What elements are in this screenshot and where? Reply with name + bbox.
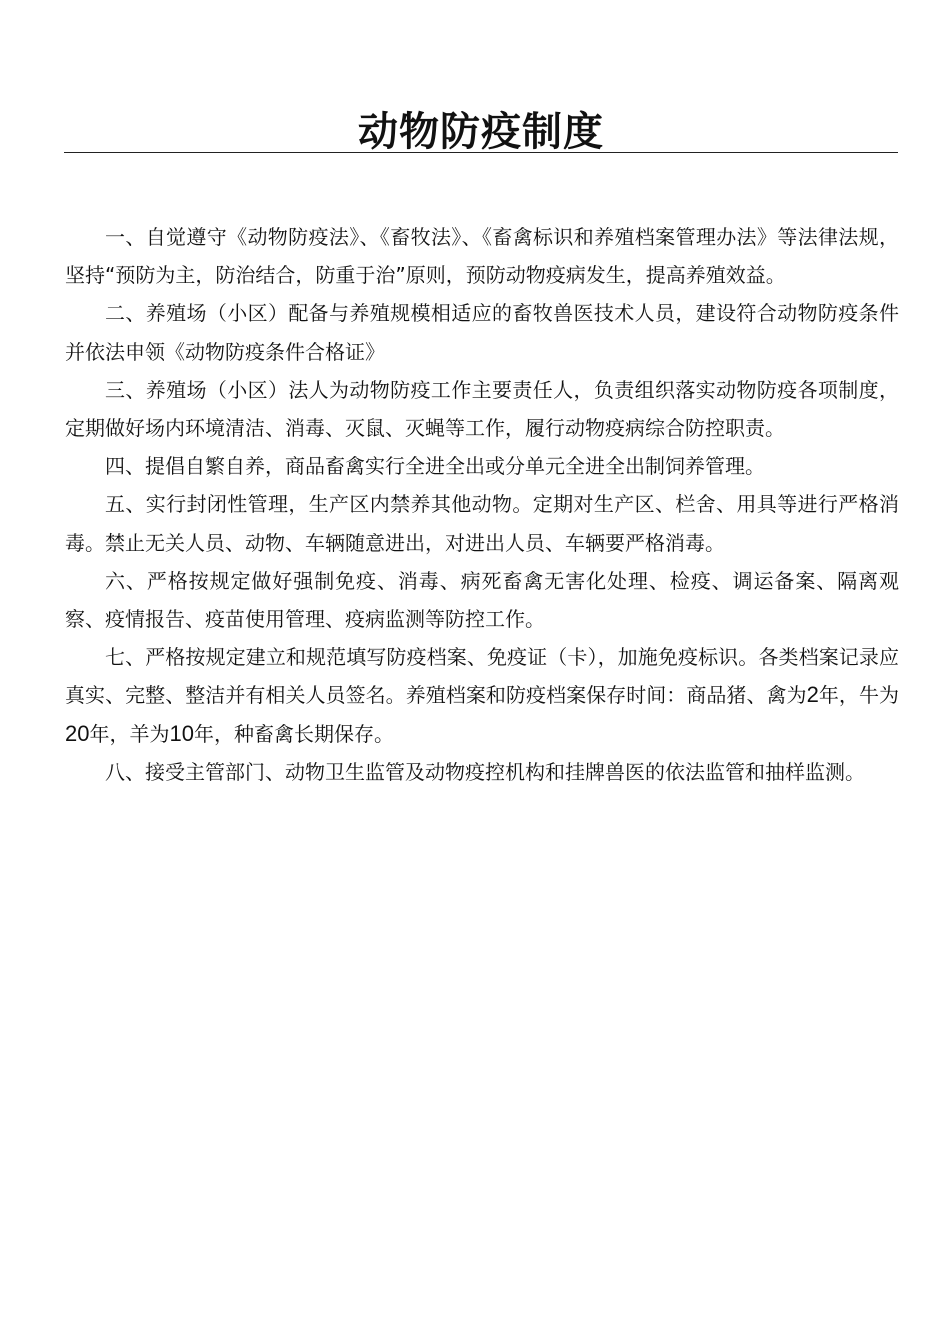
paragraph-7 [65,638,899,753]
paragraph-8: 八、接受主管部门、动物卫生监管及动物疫控机构和挂牌兽医的依法监管和抽样监测。 [105,759,865,784]
title-underline [64,152,898,153]
paragraph-7-part-3: 年，羊为 [89,721,170,746]
paragraph-3: 三、养殖场（小区）法人为动物防疫工作主要责任人，负责组织落实动物防疫各项制度，定期做好场内环境清洁、消毒、灭鼠、灭蝇等工作，履行动物疫病综合防控职责。 [65,377,899,441]
paragraph-1: 一、自觉遵守《动物防疫法》、《畜牧法》、《畜禽标识和养殖档案管理办法》等法律法规，坚持“预防为主，防治结合，防重于治”原则，预防动物疫病发生，提高养殖效益。 [65,225,899,288]
paragraph-5: 五、实行封闭性管理，生产区内禁养其他动物。定期对生产区、栏舍、用具等进行严格消毒。禁止无关人员、动物、车辆随意进出，对进出人员、车辆要严格消毒。 [65,492,899,555]
paragraph-7-part-4: 年，种畜禽长期保存。 [193,721,394,746]
paragraph-7-part-2: 年，牛为 [818,683,900,708]
paragraph-2: 二、养殖场（小区）配备与养殖规模相适应的畜牧兽医技术人员，建设符合动物防疫条件并依法申领《动物防疫条件合格证》 [65,301,899,364]
paragraph-6: 六、严格按规定做好强制免疫、消毒、病死畜禽无害化处理、检疫、调运备案、隔离观察、疫情报告、疫苗使用管理、疫病监测等防控工作。 [65,568,899,632]
document-body [65,218,899,791]
retention-years-cattle: 20 [65,720,90,746]
retention-years-pig-poultry: 2 [806,682,819,708]
document-title: 动物防疫制度 [358,109,604,155]
paragraph-7-part-1: 七、严格按规定建立和规范填写防疫档案、免疫证（卡），加施免疫标识。各类档案记录应真实、完整、整洁并有相关人员签名。养殖档案和防疫档案保存时间：商品猪、禽为 [65,645,899,708]
paragraph-4: 四、提倡自繁自养，商品畜禽实行全进全出或分单元全进全出制饲养管理。 [105,454,765,479]
retention-years-sheep: 10 [169,720,194,746]
